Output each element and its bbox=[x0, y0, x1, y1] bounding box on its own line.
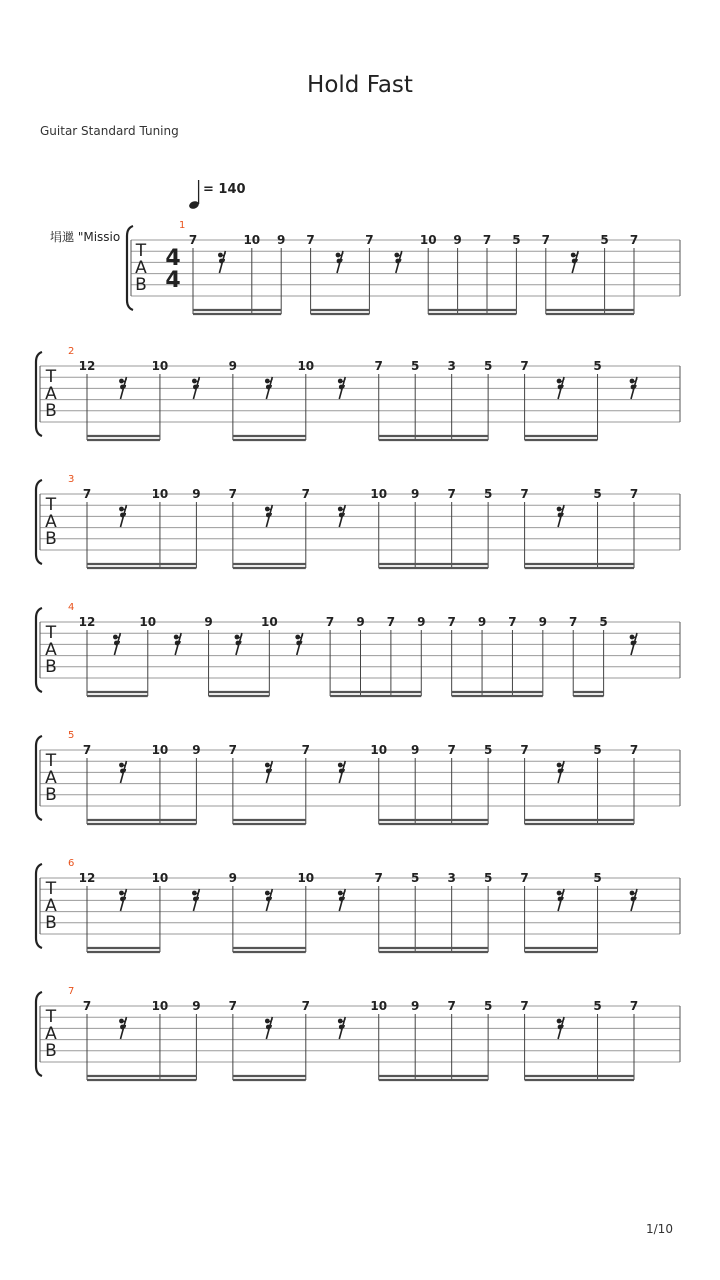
fret-number: 5 bbox=[483, 487, 493, 501]
tuning-label: Guitar Standard Tuning bbox=[40, 124, 179, 138]
tab-clef-letter: T bbox=[45, 1007, 57, 1027]
tab-clef-letter: A bbox=[45, 640, 57, 660]
fret-number: 7 bbox=[482, 233, 492, 247]
rest-dot-top bbox=[571, 253, 576, 258]
fret-number: 7 bbox=[447, 743, 456, 757]
staff-bracket bbox=[36, 608, 42, 692]
fret-number: 5 bbox=[593, 359, 602, 373]
fret-number: 10 bbox=[370, 743, 388, 757]
fret-number: 9 bbox=[204, 615, 213, 629]
staff-bracket bbox=[36, 992, 42, 1076]
fret-number: 5 bbox=[483, 359, 493, 373]
page-number: 1/10 bbox=[646, 1222, 673, 1236]
fret-number: 12 bbox=[78, 359, 96, 373]
fret-number: 10 bbox=[151, 359, 169, 373]
tab-clef-letter: B bbox=[135, 275, 147, 295]
tab-clef-letter: T bbox=[135, 241, 147, 261]
fret-number: 7 bbox=[629, 233, 639, 247]
fret-number: 7 bbox=[82, 743, 92, 757]
fret-number: 9 bbox=[417, 615, 426, 629]
fret-number: 7 bbox=[520, 999, 529, 1013]
fret-number: 9 bbox=[228, 359, 238, 373]
tab-clef-letter: B bbox=[45, 401, 57, 421]
fret-number: 7 bbox=[82, 487, 92, 501]
fret-number: 9 bbox=[538, 615, 548, 629]
fret-number: 10 bbox=[297, 871, 315, 885]
fret-number: 7 bbox=[447, 487, 456, 501]
staff-system bbox=[36, 602, 680, 696]
fret-number: 7 bbox=[447, 999, 456, 1013]
tab-clef-letter: T bbox=[45, 879, 57, 899]
fret-number: 12 bbox=[78, 871, 96, 885]
fret-number: 5 bbox=[593, 487, 602, 501]
fret-number: 7 bbox=[228, 743, 238, 757]
fret-number: 5 bbox=[600, 233, 609, 247]
tab-clef-letter: T bbox=[45, 495, 57, 515]
fret-number: 9 bbox=[411, 487, 420, 501]
tab-clef-letter: B bbox=[45, 657, 57, 677]
fret-number: 10 bbox=[151, 871, 169, 885]
fret-number: 5 bbox=[483, 743, 493, 757]
rest-dot-bottom bbox=[572, 259, 577, 264]
fret-number: 9 bbox=[192, 999, 201, 1013]
fret-number: 7 bbox=[520, 359, 529, 373]
tab-clef-letter: A bbox=[45, 768, 57, 788]
fret-number: 7 bbox=[520, 487, 529, 501]
measure-number: 3 bbox=[68, 474, 75, 485]
tab-clef-letter: A bbox=[45, 1024, 57, 1044]
fret-number: 7 bbox=[508, 615, 517, 629]
fret-number: 5 bbox=[483, 999, 493, 1013]
staff-bracket bbox=[36, 864, 42, 948]
fret-number: 7 bbox=[520, 743, 529, 757]
fret-number: 5 bbox=[593, 999, 602, 1013]
tempo-value: = 140 bbox=[203, 182, 246, 197]
fret-number: 7 bbox=[301, 999, 310, 1013]
fret-number: 5 bbox=[599, 615, 608, 629]
staff-bracket bbox=[36, 480, 42, 564]
fret-number: 5 bbox=[411, 359, 420, 373]
measure-number: 7 bbox=[68, 986, 75, 997]
tab-clef-letter: A bbox=[135, 258, 147, 278]
fret-number: 7 bbox=[629, 999, 639, 1013]
fret-number: 10 bbox=[139, 615, 157, 629]
fret-number: 9 bbox=[228, 871, 238, 885]
staff-bracket bbox=[127, 226, 133, 310]
fret-number: 7 bbox=[325, 615, 335, 629]
fret-number: 5 bbox=[411, 871, 420, 885]
staff-system bbox=[127, 220, 680, 314]
fret-number: 3 bbox=[447, 359, 456, 373]
fret-number: 7 bbox=[365, 233, 374, 247]
fret-number: 10 bbox=[419, 233, 437, 247]
fret-number: 7 bbox=[306, 233, 315, 247]
measure-number: 6 bbox=[68, 858, 75, 869]
fret-number: 10 bbox=[151, 487, 169, 501]
fret-number: 12 bbox=[78, 615, 96, 629]
tab-clef-letter: B bbox=[45, 913, 57, 933]
fret-number: 10 bbox=[370, 999, 388, 1013]
fret-number: 10 bbox=[260, 615, 278, 629]
tab-clef-letter: T bbox=[45, 367, 57, 387]
fret-number: 9 bbox=[192, 487, 201, 501]
track-name: 埍邋 "Missio bbox=[50, 230, 121, 244]
measure-number: 5 bbox=[68, 730, 75, 741]
staff-bracket bbox=[36, 352, 42, 436]
staff-system bbox=[36, 346, 680, 440]
time-signature-bottom: 4 bbox=[165, 268, 181, 293]
fret-number: 7 bbox=[188, 233, 198, 247]
fret-number: 7 bbox=[301, 487, 310, 501]
tab-clef-letter: A bbox=[45, 384, 57, 404]
tab-clef-letter: B bbox=[45, 785, 57, 805]
fret-number: 9 bbox=[356, 615, 365, 629]
tab-clef-letter: B bbox=[45, 529, 57, 549]
fret-number: 10 bbox=[297, 359, 315, 373]
fret-number: 5 bbox=[512, 233, 521, 247]
fret-number: 10 bbox=[370, 487, 388, 501]
tab-clef-letter: T bbox=[45, 623, 57, 643]
fret-number: 9 bbox=[477, 615, 487, 629]
fret-number: 7 bbox=[629, 743, 639, 757]
fret-number: 9 bbox=[192, 743, 201, 757]
fret-number: 7 bbox=[520, 871, 529, 885]
fret-number: 7 bbox=[541, 233, 550, 247]
fret-number: 7 bbox=[447, 615, 456, 629]
staff-system bbox=[36, 858, 680, 952]
tab-clef-letter: A bbox=[45, 512, 57, 532]
fret-number: 3 bbox=[447, 871, 456, 885]
fret-number: 7 bbox=[374, 871, 383, 885]
fret-number: 7 bbox=[374, 359, 383, 373]
staff-system bbox=[36, 986, 680, 1080]
fret-number: 10 bbox=[243, 233, 261, 247]
tab-clef-letter: B bbox=[45, 1041, 57, 1061]
time-signature-top: 4 bbox=[165, 246, 181, 271]
fret-number: 7 bbox=[386, 615, 396, 629]
song-title: Hold Fast bbox=[307, 72, 413, 98]
fret-number: 7 bbox=[569, 615, 578, 629]
measure-number: 2 bbox=[68, 346, 75, 357]
fret-number: 7 bbox=[228, 999, 238, 1013]
fret-number: 5 bbox=[483, 871, 493, 885]
measure-number: 1 bbox=[179, 220, 186, 231]
fret-number: 7 bbox=[228, 487, 238, 501]
staff-bracket bbox=[36, 736, 42, 820]
fret-number: 10 bbox=[151, 743, 169, 757]
fret-number: 5 bbox=[593, 743, 602, 757]
fret-number: 9 bbox=[411, 999, 420, 1013]
fret-number: 9 bbox=[453, 233, 462, 247]
fret-number: 9 bbox=[277, 233, 286, 247]
fret-number: 5 bbox=[593, 871, 602, 885]
tab-clef-letter: A bbox=[45, 896, 57, 916]
tab-clef-letter: T bbox=[45, 751, 57, 771]
staff-system bbox=[36, 474, 680, 568]
fret-number: 10 bbox=[151, 999, 169, 1013]
fret-number: 7 bbox=[82, 999, 92, 1013]
staff-system bbox=[36, 730, 680, 824]
fret-number: 7 bbox=[629, 487, 639, 501]
fret-number: 7 bbox=[301, 743, 310, 757]
tempo-marking bbox=[188, 180, 245, 210]
fret-number: 9 bbox=[411, 743, 420, 757]
measure-number: 4 bbox=[68, 602, 75, 613]
